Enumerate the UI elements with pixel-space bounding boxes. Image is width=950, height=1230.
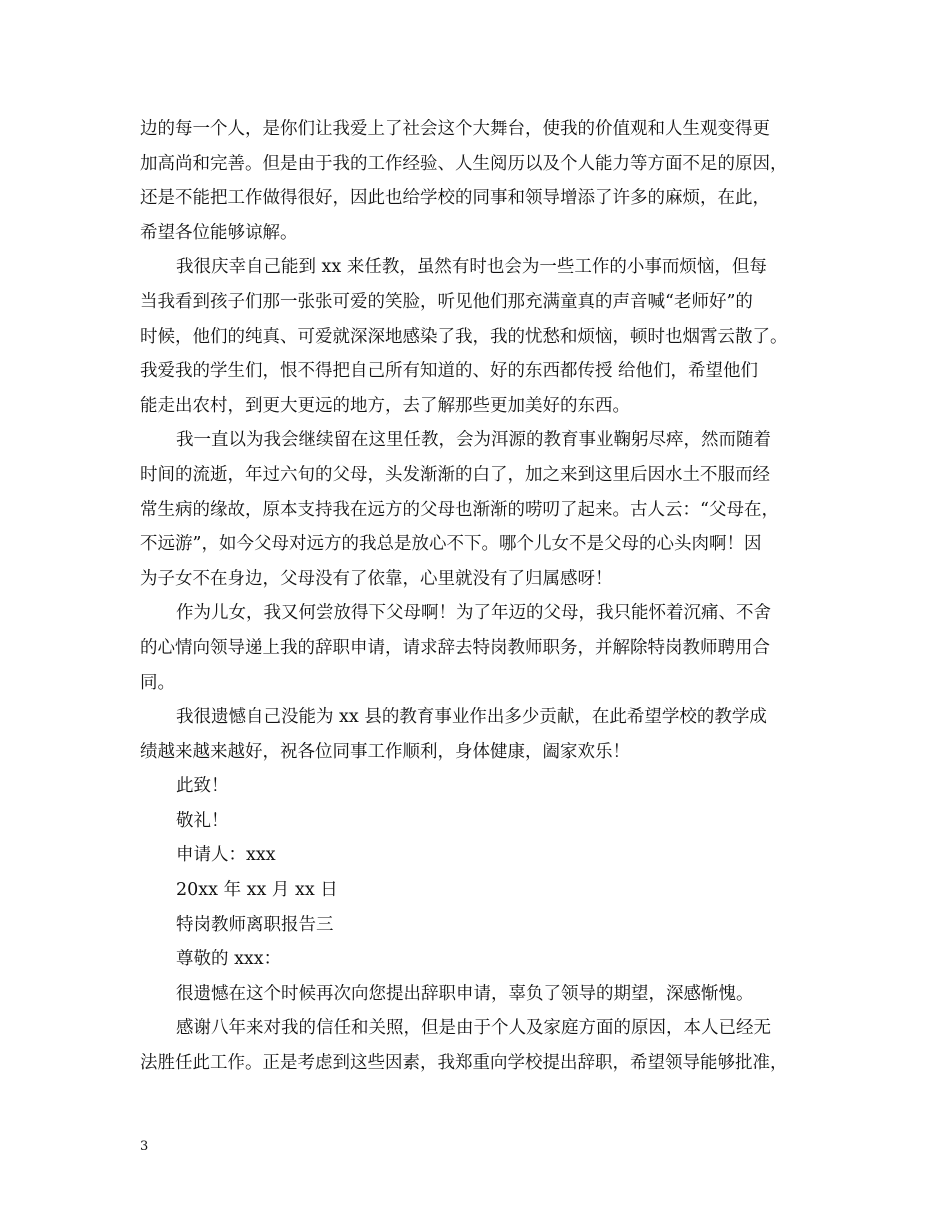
text-line: 我很遗憾自己没能为 xx 县的教育事业作出多少贡献，在此希望学校的教学成 [176, 707, 767, 728]
document-body [140, 112, 820, 1081]
page-number: 3 [140, 1139, 149, 1154]
text-line: 我爱我的学生们，恨不得把自己所有知道的、好的东西都传授 给他们，希望他们 [140, 361, 759, 382]
closing-line: 敬礼！ [176, 810, 229, 831]
salutation-line: 尊敬的 xxx： [176, 949, 282, 970]
text-line: 的心情向领导递上我的辞职申请，请求辞去特岗教师职务，并解除特岗教师聘用合 [140, 637, 770, 658]
text-line: 当我看到孩子们那一张张可爱的笑脸，听见他们那充满童真的声音喊“老师好”的 [140, 291, 753, 312]
text-line: 还是不能把工作做得很好，因此也给学校的同事和领导增添了许多的麻烦，在此， [140, 188, 770, 209]
closing-line: 此致！ [176, 776, 229, 797]
text-line: 为子女不在身边，父母没有了依靠，心里就没有了归属感呀！ [140, 568, 613, 589]
text-line: 能走出农村，到更大更远的地方，去了解那些更加美好的东西。 [140, 395, 630, 416]
text-line: 绩越来越来越好，祝各位同事工作顺利，身体健康，阖家欢乐！ [140, 741, 630, 762]
applicant-line: 申请人：xxx [176, 845, 276, 866]
date-line: 20xx 年 xx 月 xx 日 [176, 880, 338, 901]
text-line: 常生病的缘故，原本支持我在远方的父母也渐渐的唠叨了起来。古人云：“父母在， [140, 499, 779, 520]
text-line: 我很庆幸自己能到 xx 来任教，虽然有时也会为一些工作的小事而烦恼，但每 [176, 257, 767, 278]
section-title: 特岗教师离职报告三 [176, 914, 334, 935]
text-line: 加高尚和完善。但是由于我的工作经验、人生阅历以及个人能力等方面不足的原因， [140, 153, 788, 174]
text-line: 时候，他们的纯真、可爱就深深地感染了我，我的忧愁和烦恼，顿时也烟霄云散了。 [140, 326, 788, 347]
text-line: 法胜任此工作。正是考虑到这些因素，我郑重向学校提出辞职，希望领导能够批准， [140, 1053, 788, 1074]
text-line: 希望各位能够谅解。 [140, 222, 298, 243]
text-line: 边的每一个人，是你们让我爱上了社会这个大舞台，使我的价值观和人生观变得更 [140, 119, 770, 139]
text-line: 作为儿女，我又何尝放得下父母啊！为了年迈的父母，我只能怀着沉痛、不舍 [176, 603, 771, 624]
text-line: 同。 [140, 672, 175, 693]
text-line: 不远游”，如今父母对远方的我总是放心不下。哪个儿女不是父母的心头肉啊！因 [140, 534, 762, 555]
text-line: 很遗憾在这个时候再次向您提出辞职申请，辜负了领导的期望，深感惭愧。 [176, 983, 754, 1004]
text-line: 时间的流逝，年过六旬的父母，头发渐渐的白了，加之来到这里后因水土不服而经 [140, 464, 770, 485]
text-line: 感谢八年来对我的信任和关照，但是由于个人及家庭方面的原因，本人已经无 [176, 1018, 771, 1039]
text-line: 我一直以为我会继续留在这里任教，会为洱源的教育事业鞠躬尽瘁，然而随着 [176, 430, 771, 451]
